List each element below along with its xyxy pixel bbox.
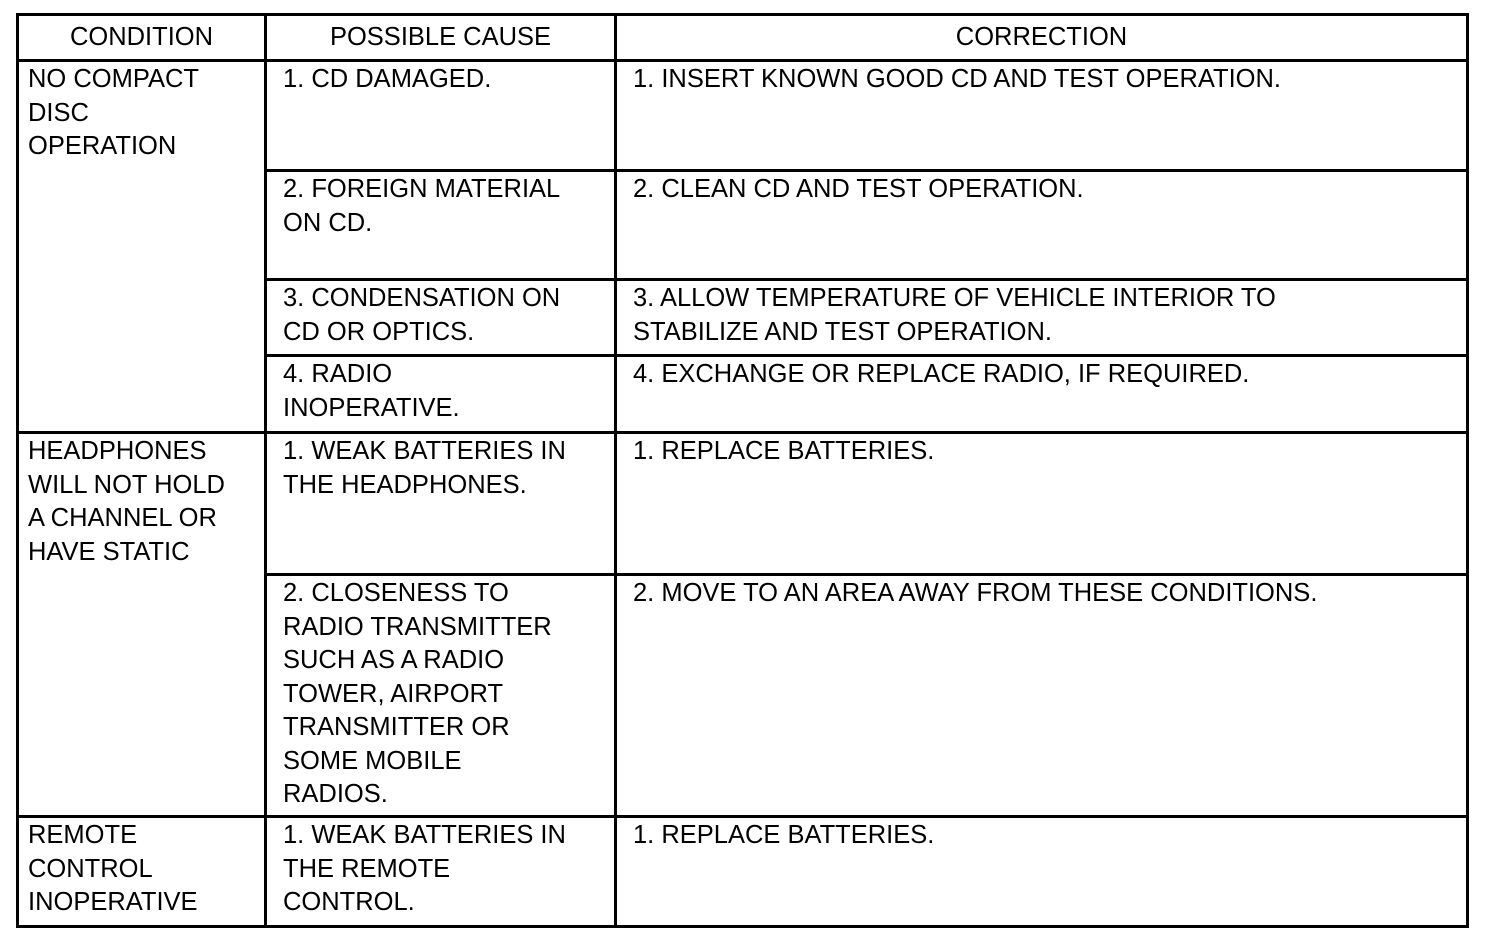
correction-cell: 1. REPLACE BATTERIES.: [616, 433, 1468, 575]
header-condition: CONDITION: [18, 15, 266, 61]
correction-cell: 2. CLEAN CD AND TEST OPERATION.: [616, 171, 1468, 280]
correction-cell: 2. MOVE TO AN AREA AWAY FROM THESE CONDITIONS.: [616, 575, 1468, 817]
condition-cell: HEADPHONES WILL NOT HOLD A CHANNEL OR HAVE STATIC: [18, 433, 266, 817]
table-row: [18, 817, 1468, 927]
cause-cell: 2. FOREIGN MATERIAL ON CD.: [266, 171, 616, 280]
header-possible-cause: POSSIBLE CAUSE: [266, 15, 616, 61]
header-row: [18, 15, 1468, 61]
correction-cell: 4. EXCHANGE OR REPLACE RADIO, IF REQUIRED.: [616, 356, 1468, 433]
cause-cell: 1. WEAK BATTERIES IN THE REMOTE CONTROL.: [266, 817, 616, 927]
cause-cell: 2. CLOSENESS TO RADIO TRANSMITTER SUCH AS A RADIO TOWER, AIRPORT TRANSMITTER OR SOME MOBILE RADIOS.: [266, 575, 616, 817]
cause-cell: 4. RADIO INOPERATIVE.: [266, 356, 616, 433]
diagnosis-table: [16, 13, 1469, 928]
correction-cell: 3. ALLOW TEMPERATURE OF VEHICLE INTERIOR TO STABILIZE AND TEST OPERATION.: [616, 280, 1468, 356]
header-correction: CORRECTION: [616, 15, 1468, 61]
condition-cell: REMOTE CONTROL INOPERATIVE: [18, 817, 266, 927]
table-row: [18, 61, 1468, 171]
condition-cell: NO COMPACT DISC OPERATION: [18, 61, 266, 433]
correction-cell: 1. INSERT KNOWN GOOD CD AND TEST OPERATION.: [616, 61, 1468, 171]
cause-cell: 1. WEAK BATTERIES IN THE HEADPHONES.: [266, 433, 616, 575]
table-row: [18, 433, 1468, 575]
cause-cell: 3. CONDENSATION ON CD OR OPTICS.: [266, 280, 616, 356]
correction-cell: 1. REPLACE BATTERIES.: [616, 817, 1468, 927]
cause-cell: 1. CD DAMAGED.: [266, 61, 616, 171]
